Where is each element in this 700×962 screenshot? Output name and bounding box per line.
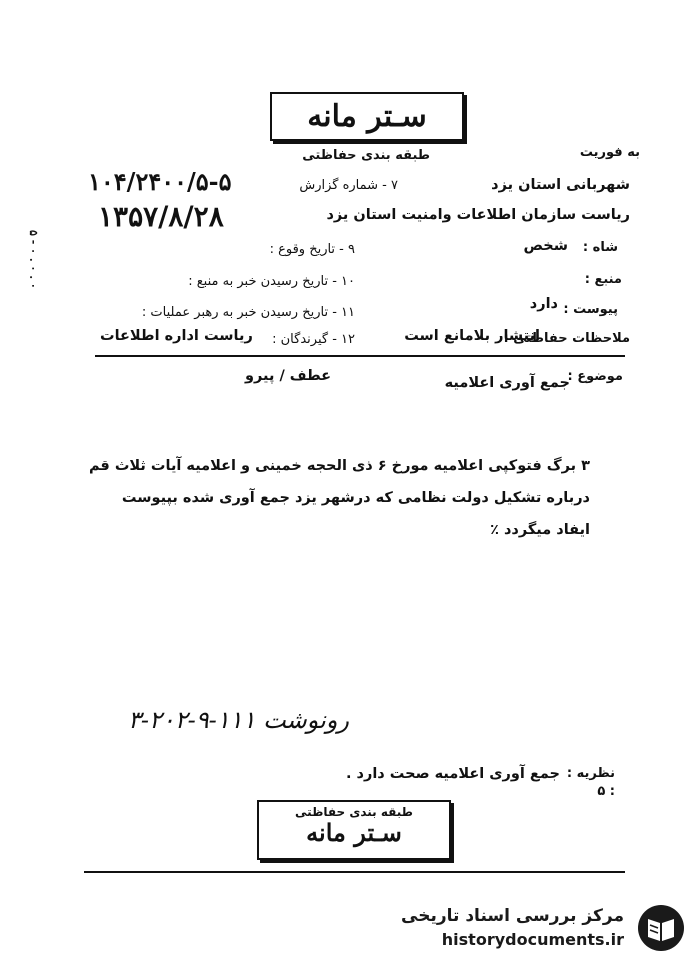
attachment-label: پیوست : xyxy=(563,302,618,317)
topic-label: موضوع : xyxy=(567,369,623,384)
dot-label: ۵ : xyxy=(597,784,615,799)
to-value: ریاست سازمان اطلاعات وامنیت استان یزد xyxy=(326,207,630,223)
bottom-stamp-class: طبقه بندی حفاظتی xyxy=(295,805,413,819)
top-stamp-text: سـتر مانه xyxy=(307,99,427,134)
received-operation-label: ۱۱ - تاریخ رسیدن خبر به رهبر عملیات : xyxy=(141,305,355,320)
margin-note: ۵ - ۰ . ۰ . ۰ xyxy=(27,230,40,289)
body-line-1: ۳ برگ فتوکپی اعلامیه مورخ ۶ ذی الحجه خمینی و اعلامیه آیات ثلاث قم xyxy=(88,458,590,474)
priority-label: به فوریت xyxy=(579,145,640,160)
recipients-value: ریاست اداره اطلاعات xyxy=(100,328,253,344)
from-value: شهربانی استان یزد xyxy=(491,177,630,193)
opinion-label: نظریه : xyxy=(566,766,615,781)
notes-label: ملاحظات حفاظتی : xyxy=(503,331,630,346)
body-line-2: درباره تشکیل دولت نظامی که درشهر یزد جمع آوری شده بپیوست xyxy=(121,490,590,506)
bottom-classification-stamp xyxy=(257,800,451,860)
event-date-label: ۹ - تاریخ وقوع : xyxy=(269,242,355,257)
recipients-label: ۱۲ - گیرندگان : xyxy=(272,332,355,347)
header-divider xyxy=(95,355,625,357)
attachment-value: دارد xyxy=(529,296,558,312)
reference-label: عطف / پیرو xyxy=(245,368,332,384)
classification-label: طبقه بندی حفاظتی xyxy=(302,148,430,163)
topic-value: جمع آوری اعلامیه xyxy=(444,375,570,391)
logo-book-icon xyxy=(636,903,686,957)
logo-url: historydocuments.ir xyxy=(441,930,624,949)
logo-title: مرکز بررسی اسناد تاریخی xyxy=(401,906,624,926)
report-date-value: ۱۳۵۷/۸/۲۸ xyxy=(98,200,224,233)
footer-divider xyxy=(84,871,625,873)
report-number-value: ۱۰۴/۲۴۰۰/۵-۵ xyxy=(88,167,232,196)
report-number-label: ۷ - شماره گزارش xyxy=(299,178,398,193)
subject-person-label: شاه : xyxy=(582,240,618,255)
body-line-3: ایفاد میگردد ٪ xyxy=(490,522,590,538)
top-classification-stamp xyxy=(270,92,464,141)
received-source-label: ۱۰ - تاریخ رسیدن خبر به منبع : xyxy=(188,274,355,289)
handwritten-note: رونوشت ۱۱۱-۹-۲۰۲-۳ xyxy=(128,706,350,734)
subject-person-value: شخص xyxy=(523,238,568,254)
bottom-stamp-text: سـتر مانه xyxy=(306,818,402,847)
notes-value: انتشار بلامانع است xyxy=(404,328,540,344)
source-label: منبع : xyxy=(584,272,622,287)
opinion-text: جمع آوری اعلامیه صحت دارد . xyxy=(345,766,560,782)
